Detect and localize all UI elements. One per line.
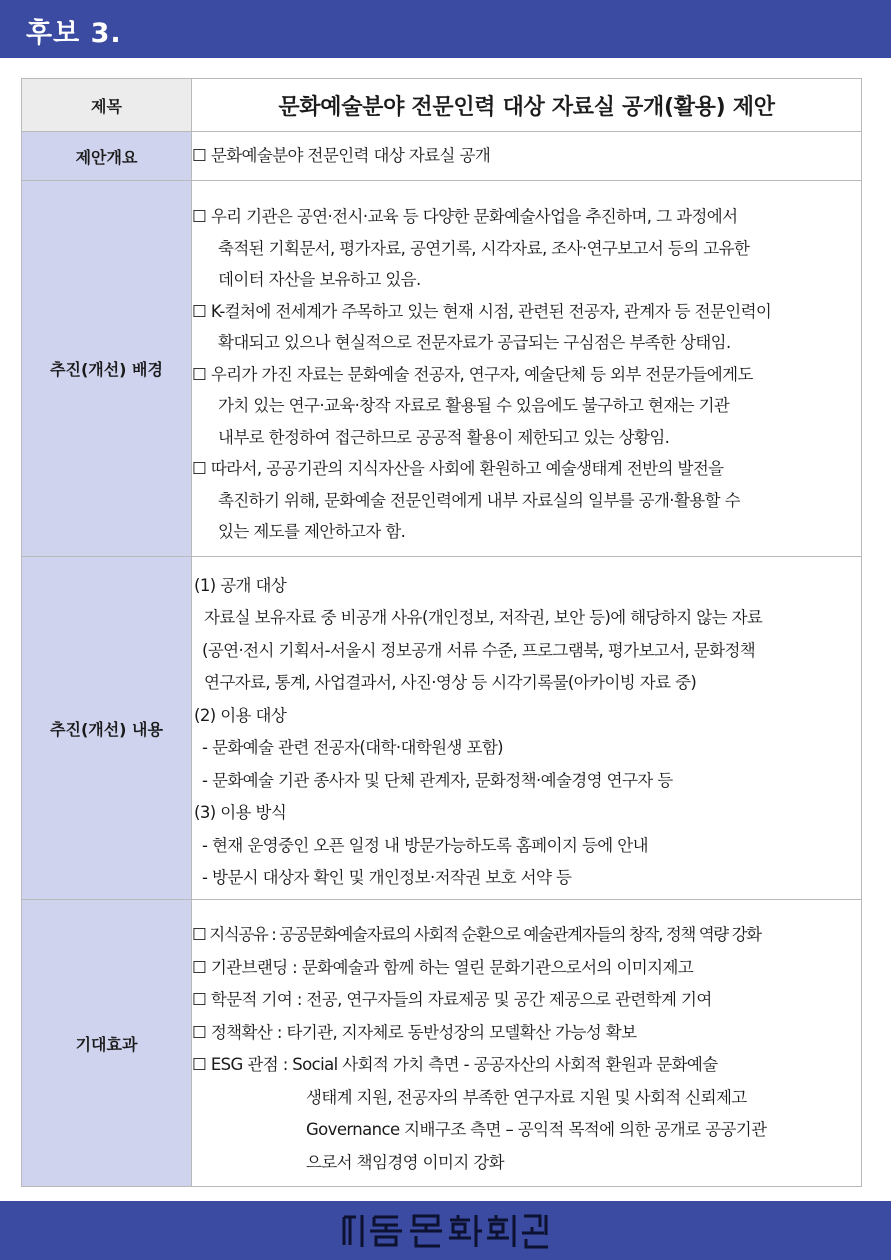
effects-content (192, 900, 862, 1187)
background-line: 가치 있는 연구·교육·창작 자료로 활용될 수 있음에도 불구하고 현재는 기관 (218, 396, 730, 416)
background-line: ☐ 따라서, 공공기관의 지식자산을 사회에 환원하고 예술생태계 전반의 발전을 (192, 459, 724, 479)
background-line: ☐ 우리 기관은 공연·전시·교육 등 다양한 문화예술사업을 추진하며, 그 과정에서 (192, 207, 738, 227)
background-line: 내부로 한정하여 접근하므로 공공적 활용이 제한되고 있는 상황임. (218, 427, 670, 447)
background-line: ☐ 우리가 가진 자료는 문화예술 전공자, 연구자, 예술단체 등 외부 전문가들에게도 (192, 364, 753, 384)
plan-line: 자료실 보유자료 중 비공개 사유(개인정보, 저작권, 보안 등)에 해당하지 않는 자료 (204, 608, 763, 627)
background-line: 있는 제도를 제안하고자 함. (218, 522, 406, 542)
plan-line: 연구자료, 통계, 사업결과서, 사진·영상 등 시각기록물(아카이빙 자료 중) (204, 673, 697, 692)
plan-heading: (1) 공개 대상 (194, 575, 287, 595)
effects-row (22, 900, 862, 1187)
plan-heading: (3) 이용 방식 (194, 803, 287, 822)
background-content (192, 181, 862, 557)
plan-line: - 문화예술 관련 전공자(대학·대학원생 포함) (202, 738, 504, 757)
overview-row (22, 132, 862, 181)
background-line: 촉진하기 위해, 문화예술 전문인력에게 내부 자료실의 일부를 공개·활용할 수 (218, 490, 740, 510)
title-label: 제목 (22, 79, 192, 132)
background-row (22, 181, 862, 557)
effects-line: ☐ ESG 관점 : Social 사회적 가치 측면 - 공공자산의 사회적 환원과 문화예술 (192, 1055, 718, 1074)
overview-content (192, 132, 862, 181)
proposal-table (21, 78, 862, 1187)
background-line: 데이터 자산을 보유하고 있음. (218, 270, 421, 290)
plan-content (192, 557, 862, 900)
background-line: 확대되고 있으나 현실적으로 전문자료가 공급되는 구심점은 부족한 상태임. (218, 333, 731, 353)
plan-heading: (2) 이용 대상 (194, 705, 287, 725)
effects-line: Governance 지배구조 측면 – 공익적 목적에 의한 공개로 공공기관 (306, 1120, 767, 1139)
effects-label: 기대효과 (22, 900, 192, 1187)
plan-line: - 현재 운영중인 오픈 일정 내 방문가능하도록 홈페이지 등에 안내 (202, 835, 648, 855)
title-row (22, 79, 862, 132)
background-line: 축적된 기획문서, 평가자료, 공연기록, 시각자료, 조사·연구보고서 등의 고유한 (218, 238, 750, 258)
effects-line: 생태계 지원, 전공자의 부족한 연구자료 지원 및 사회적 신뢰제고 (306, 1087, 747, 1107)
plan-line: - 문화예술 기관 종사자 및 단체 관계자, 문화정책·예술경영 연구자 등 (202, 770, 673, 790)
page-title: 후보 3. (26, 18, 122, 49)
background-label: 추진(개선) 배경 (22, 181, 192, 557)
sejong-center-logo (340, 1211, 552, 1251)
content-row (22, 557, 862, 900)
effects-line: ☐ 기관브랜딩 : 문화예술과 함께 하는 열린 문화기관으로서의 이미지제고 (192, 957, 694, 977)
effects-line: 으로서 책임경영 이미지 강화 (306, 1152, 505, 1172)
background-line: ☐ K-컬처에 전세계가 주목하고 있는 현재 시점, 관련된 전공자, 관계자 등 전문인력이 (192, 301, 772, 321)
plan-line: (공연·전시 기획서-서울시 정보공개 서류 수준, 프로그램북, 평가보고서, 문화정책 (202, 640, 756, 660)
effects-line: ☐ 지식공유 : 공공문화예술자료의 사회적 순환으로 예술관계자들의 창작, 정책 역량 강화 (192, 925, 761, 944)
overview-line: ☐ 문화예술분야 전문인력 대상 자료실 공개 (192, 146, 491, 165)
plan-line: - 방문시 대상자 확인 및 개인정보·저작권 보호 서약 등 (202, 868, 572, 887)
effects-line: ☐ 정책확산 : 타기관, 지자체로 동반성장의 모델확산 가능성 확보 (192, 1022, 637, 1042)
overview-label: 제안개요 (22, 132, 192, 181)
proposal-title: 문화예술분야 전문인력 대상 자료실 공개(활용) 제안 (192, 79, 862, 132)
content-label: 추진(개선) 내용 (22, 557, 192, 900)
effects-line: ☐ 학문적 기여 : 전공, 연구자들의 자료제공 및 공간 제공으로 관련학계 기여 (192, 990, 712, 1009)
top-banner (0, 0, 891, 58)
